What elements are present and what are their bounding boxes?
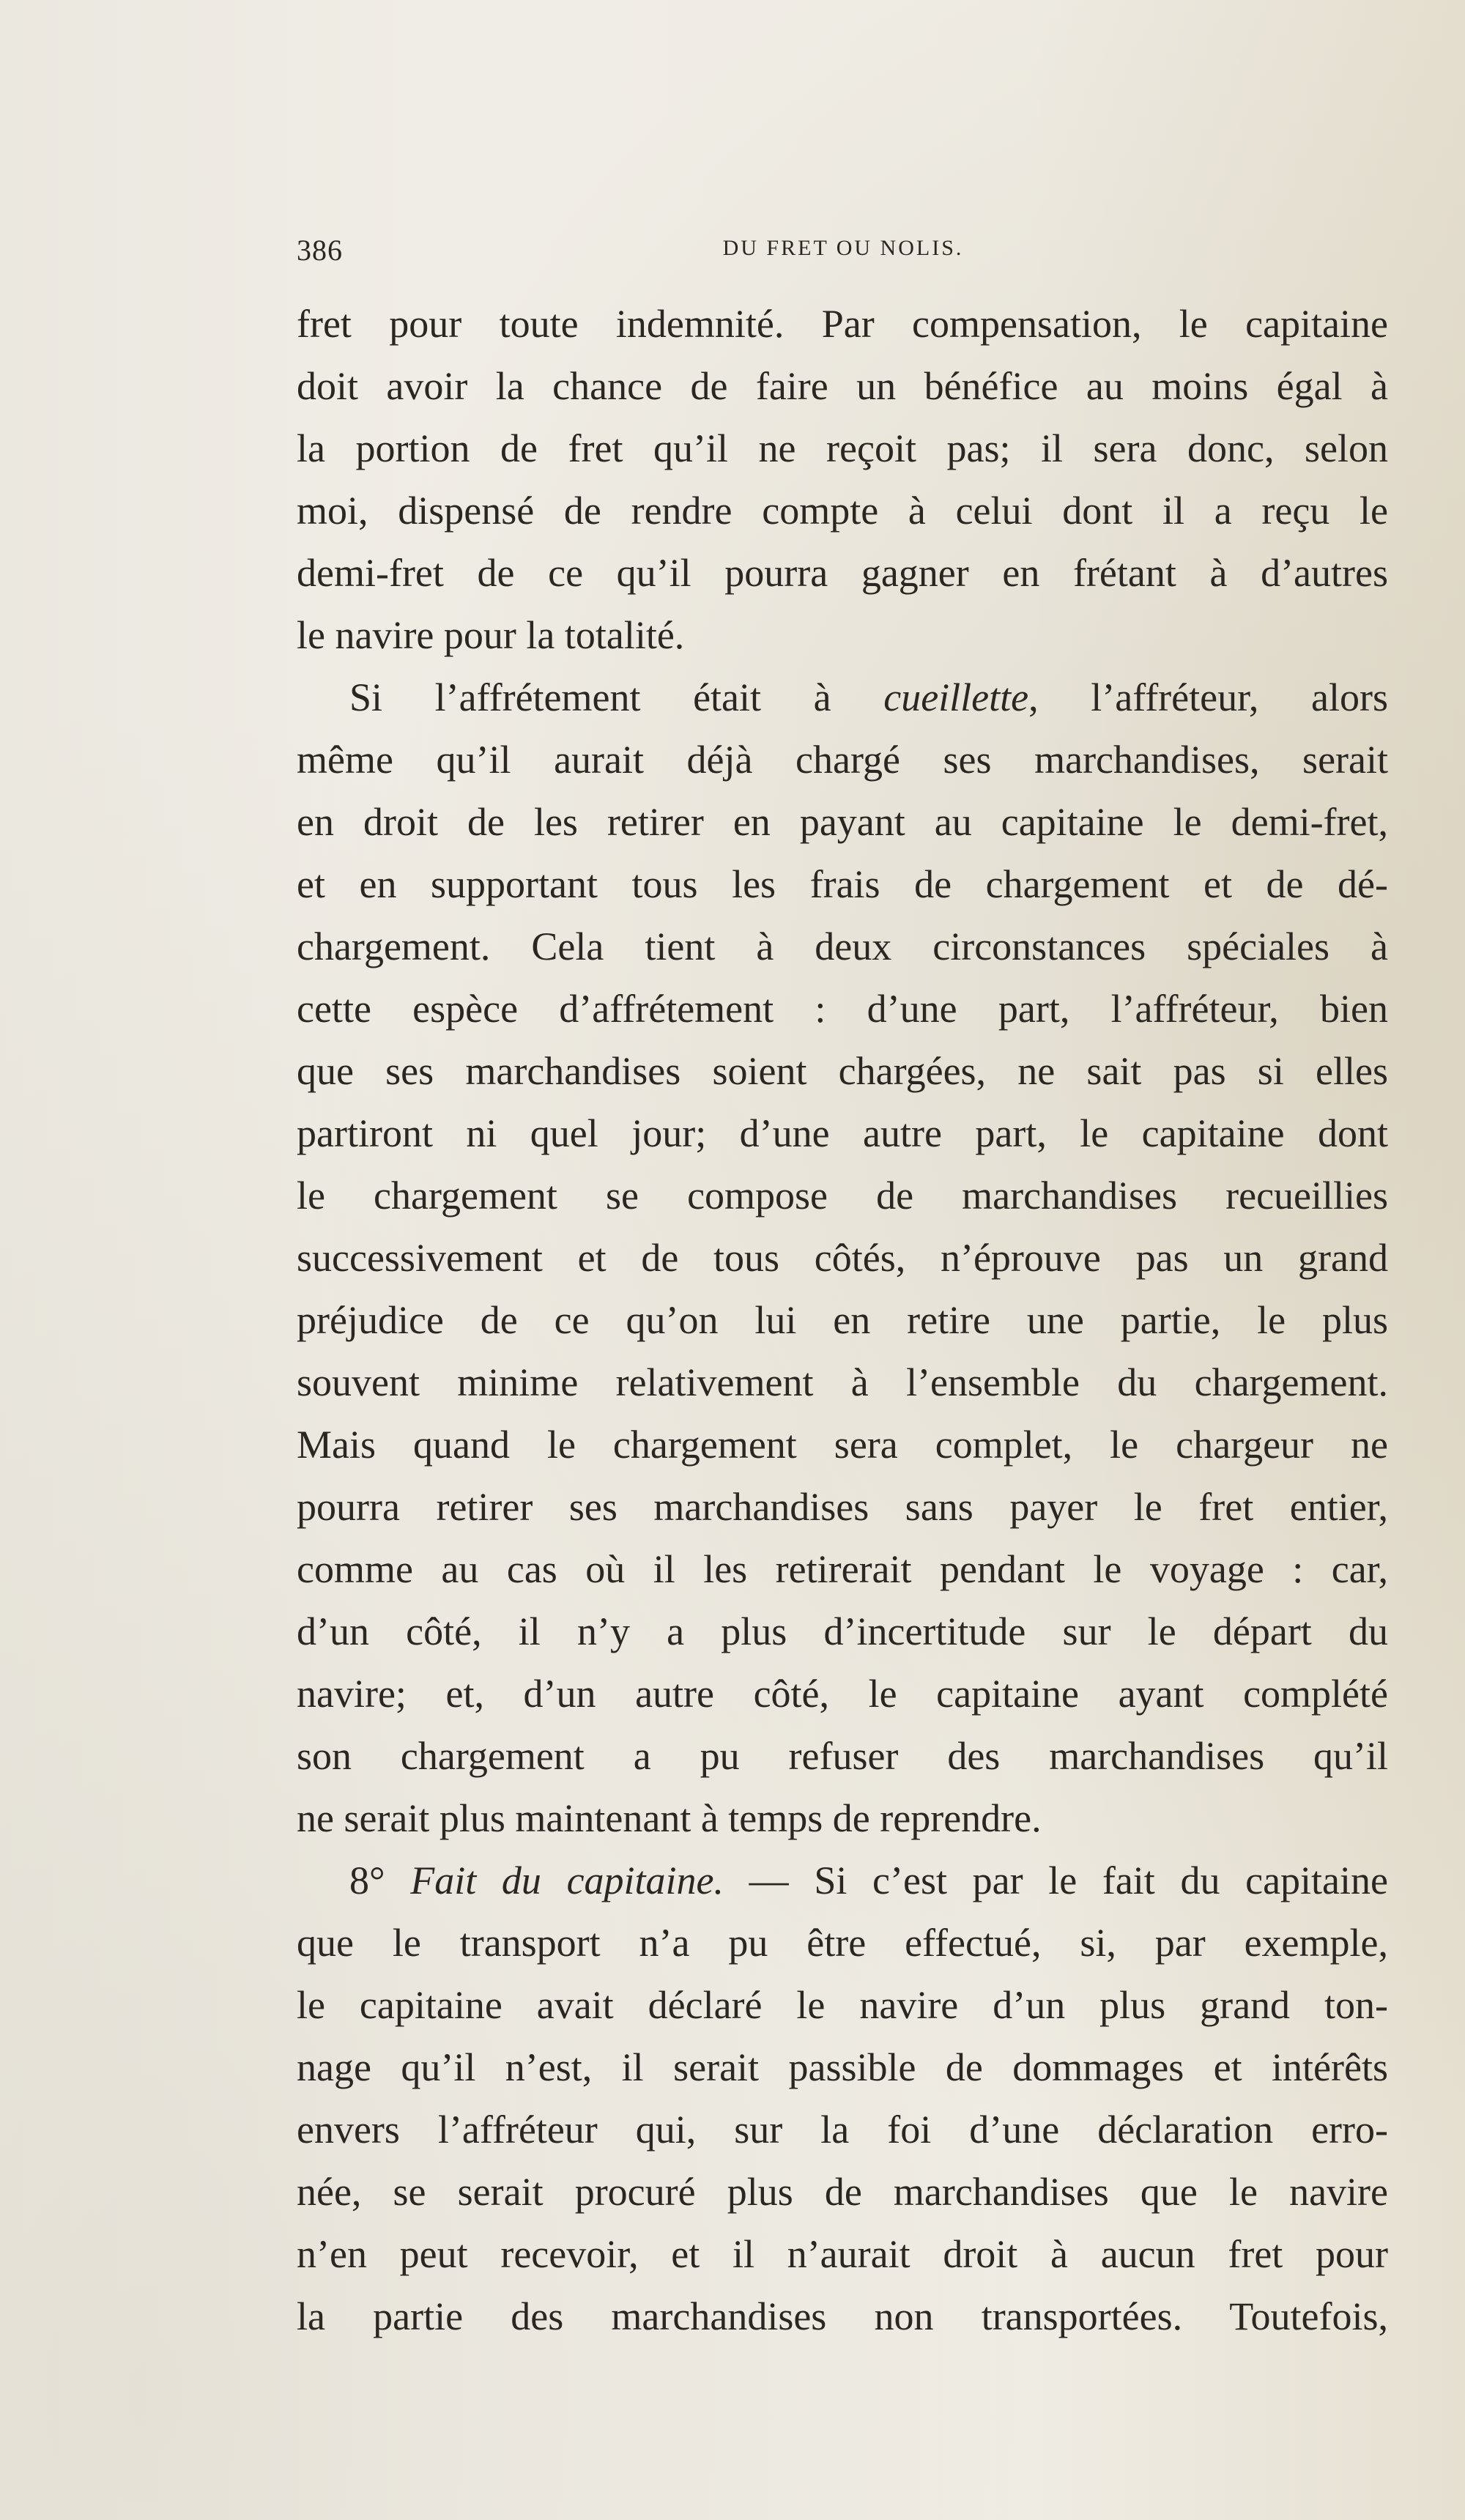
text-line: successivement et de tous côtés, n’éprouve pas un grand [297,1236,1388,1280]
text-line: le capitaine avait déclaré le navire d’un plus grand ton- [297,1983,1388,2027]
text-line: nage qu’il n’est, il serait passible de dommages et intérêts [297,2045,1388,2089]
text-line: souvent minime relativement à l’ensemble du chargement. [297,1360,1388,1404]
body-text [297,293,1388,2348]
text-line: n’en peut recevoir, et il n’aurait droit à aucun fret pour [297,2232,1388,2276]
text-line: la partie des marchandises non transportées. Toutefois, [297,2294,1388,2338]
text-run: , l’affréteur, alors [1028,675,1388,719]
text-run: 8° [349,1858,411,1902]
text-line: doit avoir la chance de faire un bénéfice au moins égal à [297,364,1388,408]
text-line [297,1850,1388,1912]
text-line: pourra retirer ses marchandises sans payer le fret entier, [297,1485,1388,1529]
text-line: même qu’il aurait déjà chargé ses marchandises, serait [297,738,1388,782]
text-line: son chargement a pu refuser des marchandises qu’il [297,1734,1388,1778]
text-line [297,667,1388,729]
running-head [297,233,1390,270]
text-line: ne serait plus maintenant à temps de reprendre. [297,1796,1042,1840]
text-line: le navire pour la totalité. [297,613,685,657]
text-line: d’un côté, il n’y a plus d’incertitude sur le départ du [297,1609,1388,1653]
text-line: le chargement se compose de marchandises recueillies [297,1174,1388,1218]
text-line: née, se serait procuré plus de marchandises que le navire [297,2170,1388,2214]
text-line: partiront ni quel jour; d’une autre part, le capitaine dont [297,1111,1388,1155]
text-line: Mais quand le chargement sera complet, le chargeur ne [297,1423,1388,1467]
text-line: préjudice de ce qu’on lui en retire une partie, le plus [297,1298,1388,1342]
running-title: DU FRET OU NOLIS. [722,236,964,260]
text-run: Si l’affrétement était à [349,675,884,719]
text-line: la portion de fret qu’il ne reçoit pas; il sera donc, selon [297,426,1388,470]
text-line: fret pour toute indemnité. Par compensation, le capitaine [297,302,1388,346]
text-line: et en supportant tous les frais de chargement et de dé- [297,862,1388,906]
text-line: que ses marchandises soient chargées, ne sait pas si elles [297,1049,1388,1093]
italic-term: cueillette [883,675,1029,719]
text-run: — Si c’est par le fait du capitaine [724,1858,1388,1902]
page-number: 386 [297,234,343,267]
italic-heading: Fait du capitaine. [410,1858,724,1902]
text-line: que le transport n’a pu être effectué, si, par exemple, [297,1921,1388,1965]
text-line: navire; et, d’un autre côté, le capitaine ayant complété [297,1672,1388,1716]
text-line: en droit de les retirer en payant au capitaine le demi-fret, [297,800,1388,844]
text-line: envers l’affréteur qui, sur la foi d’une déclaration erro- [297,2108,1388,2152]
text-line: demi-fret de ce qu’il pourra gagner en frétant à d’autres [297,551,1388,595]
text-line: comme au cas où il les retirerait pendant le voyage : car, [297,1547,1388,1591]
text-line: chargement. Cela tient à deux circonstances spéciales à [297,924,1388,968]
text-line: moi, dispensé de rendre compte à celui dont il a reçu le [297,489,1388,533]
text-line: cette espèce d’affrétement : d’une part, l’affréteur, bien [297,987,1388,1031]
